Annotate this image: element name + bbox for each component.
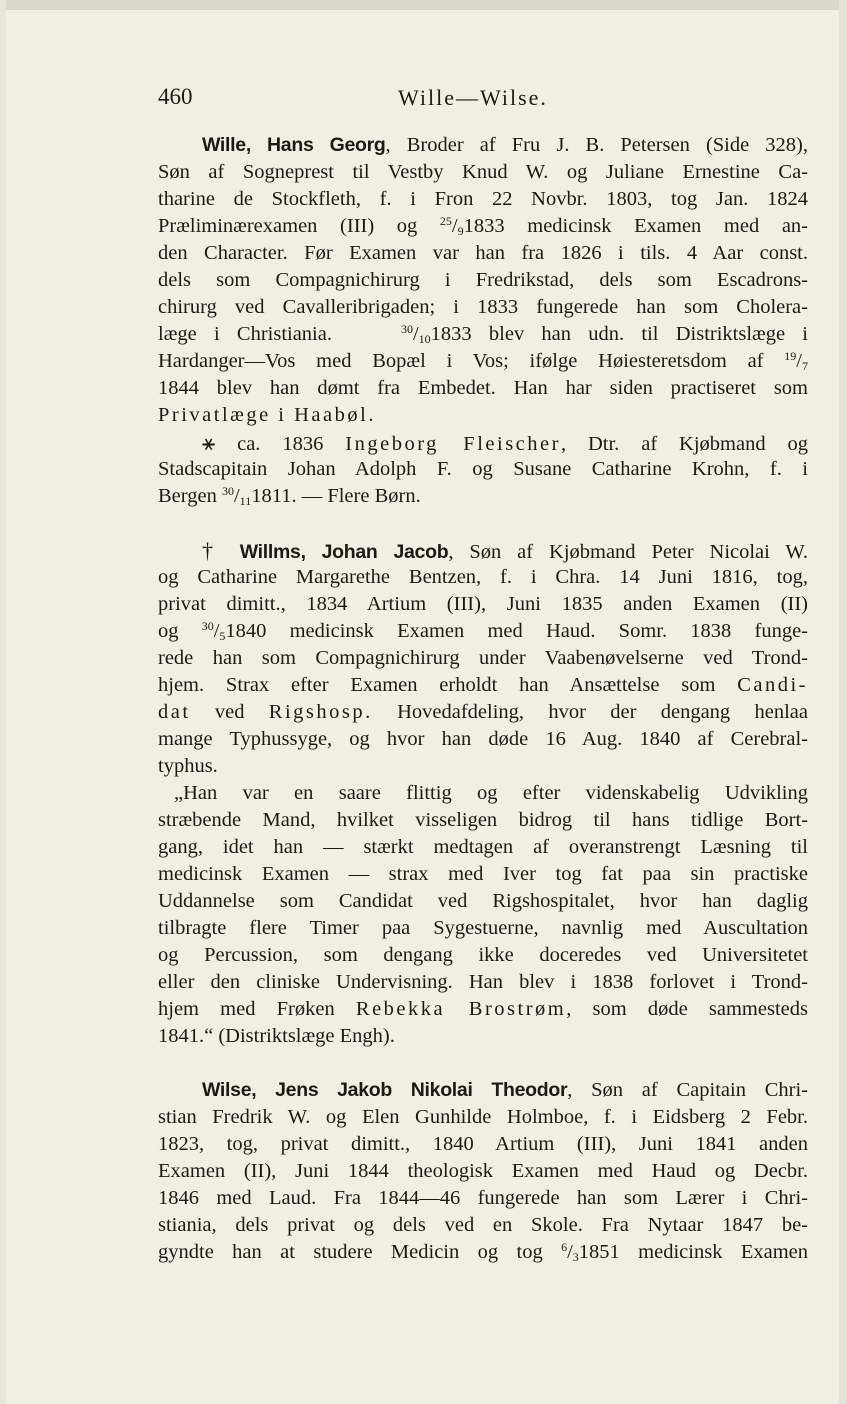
page-number: 460 <box>158 84 193 109</box>
entry-line: typhus. <box>158 755 218 777</box>
dagger-symbol: † <box>202 538 224 563</box>
marriage-symbol: ⚹ <box>202 430 216 455</box>
quote-line: gang, idet han — stærkt medtagen af overanstrengt Læsning til <box>158 836 808 858</box>
entry-line: 1846 med Laud. Fra 1844—46 fungerede han som Lærer i Chri- <box>158 1187 808 1209</box>
entry-line: Stadscapitain Johan Adolph F. og Susane Catharine Krohn, f. i <box>158 458 808 480</box>
entry-name: Wille, Hans Georg <box>202 134 386 156</box>
page-header <box>158 84 808 114</box>
entry-line: Privatlæge i Haabøl. <box>158 404 376 426</box>
entry-line: og Catharine Margarethe Bentzen, f. i Chra. 14 Juni 1816, tog, <box>158 566 808 588</box>
entry-line: stiania, dels privat og dels ved en Skole. Fra Nytaar 1847 be- <box>158 1214 808 1236</box>
entry-wilse <box>158 1077 808 1266</box>
scan-left-edge <box>0 0 6 1404</box>
entry-line: Wille, Hans Georg, Broder af Fru J. B. Petersen (Side 328), <box>202 134 809 156</box>
entry-line: den Character. Før Examen var han fra 1826 i tils. 4 Aar const. <box>158 242 808 264</box>
quote-line: stræbende Mand, hvilket visseligen bidrog til hans tidlige Bort- <box>158 809 808 831</box>
entry-line: Hardanger—Vos med Bopæl i Vos; ifølge Høiesteretsdom af $^{19}/_7$ <box>158 349 808 373</box>
entry-line: rede han som Compagnichirurg under Vaabenøvelserne ved Trond- <box>158 647 808 669</box>
entry-name: Wilse, Jens Jakob Nikolai Theodor <box>202 1079 568 1101</box>
entry-line: dels som Compagnichirurg i Fredrikstad, dels som Escadrons- <box>158 269 808 291</box>
quote-line: „Han var en saare flittig og efter videnskabelig Udvikling <box>174 782 808 804</box>
entry-line: Søn af Sogneprest til Vestby Knud W. og Juliane Ernestine Ca- <box>158 161 808 183</box>
quote-line: tilbragte flere Timer paa Sygestuerne, navnlig med Auscultation <box>158 917 808 939</box>
quote-line: medicinsk Examen — strax med Iver tog fat paa sin practiske <box>158 863 808 885</box>
scan-top-edge <box>0 0 847 10</box>
entry-line: 1844 blev han dømt fra Embedet. Han har siden practiseret som <box>158 377 808 399</box>
scan-right-edge <box>839 0 847 1404</box>
entry-willms <box>158 537 808 1050</box>
entry-line: Examen (II), Juni 1844 theologisk Examen med Haud og Decbr. <box>158 1160 808 1182</box>
entry-line: chirurg ved Cavalleribrigaden; i 1833 fungerede han som Cholera- <box>158 296 808 318</box>
entry-line: mange Typhussyge, og hvor han døde 16 Aug. 1840 af Cerebral- <box>158 728 808 750</box>
quote-line: 1841.“ (Distriktslæge Engh). <box>158 1025 395 1047</box>
entry-line: stian Fredrik W. og Elen Gunhilde Holmboe, f. i Eidsberg 2 Febr. <box>158 1106 808 1128</box>
entry-line: dat ved Rigshosp. Hovedafdeling, hvor der dengang henlaa <box>158 701 808 723</box>
entry-wille <box>158 132 808 510</box>
entry-line: læge i Christiania. $^{30}/_{10}1833$ blev han udn. til Distriktslæge i <box>158 322 808 346</box>
entry-line: gyndte han at studere Medicin og tog $^6/_31851$ medicinsk Examen <box>158 1240 808 1264</box>
quote-line: og Percussion, som dengang ikke doceredes ved Universitetet <box>158 944 808 966</box>
entry-line: Wilse, Jens Jakob Nikolai Theodor, Søn af Capitain Chri- <box>202 1079 808 1101</box>
entry-line: 1823, tog, privat dimitt., 1840 Artium (III), Juni 1841 anden <box>158 1133 808 1155</box>
quote-line: hjem med Frøken Rebekka Brostrøm, som døde sammesteds <box>158 998 808 1020</box>
entry-line: privat dimitt., 1834 Artium (III), Juni 1835 anden Examen (II) <box>158 593 808 615</box>
entry-line: hjem. Strax efter Examen erholdt han Ansættelse som Candi- <box>158 674 808 696</box>
entry-name: Willms, Johan Jacob <box>239 541 449 563</box>
entry-line: Bergen $^{30}/_{11}1811$. — Flere Børn. <box>158 484 421 508</box>
quote-line: Uddannelse som Candidat ved Rigshospitalet, hvor han daglig <box>158 890 808 912</box>
entry-line: † Willms, Johan Jacob, Søn af Kjøbmand Peter Nicolai W. <box>202 538 808 563</box>
quote-line: eller den cliniske Undervisning. Han blev i 1838 forlovet i Trond- <box>158 971 808 993</box>
entry-line: Præliminærexamen (III) og $^{25}/_91833$ medicinsk Examen med an- <box>158 214 808 238</box>
running-head: Wille—Wilse. <box>398 85 548 110</box>
entry-line: ⚹ ca. 1836 Ingeborg Fleischer, Dtr. af Kjøbmand og <box>202 430 809 455</box>
entry-line: og $^{30}/_51840$ medicinsk Examen med Haud. Somr. 1838 funge- <box>158 619 808 643</box>
entry-line: tharine de Stockfleth, f. i Fron 22 Novbr. 1803, tog Jan. 1824 <box>158 188 808 210</box>
page-body <box>158 132 808 1266</box>
